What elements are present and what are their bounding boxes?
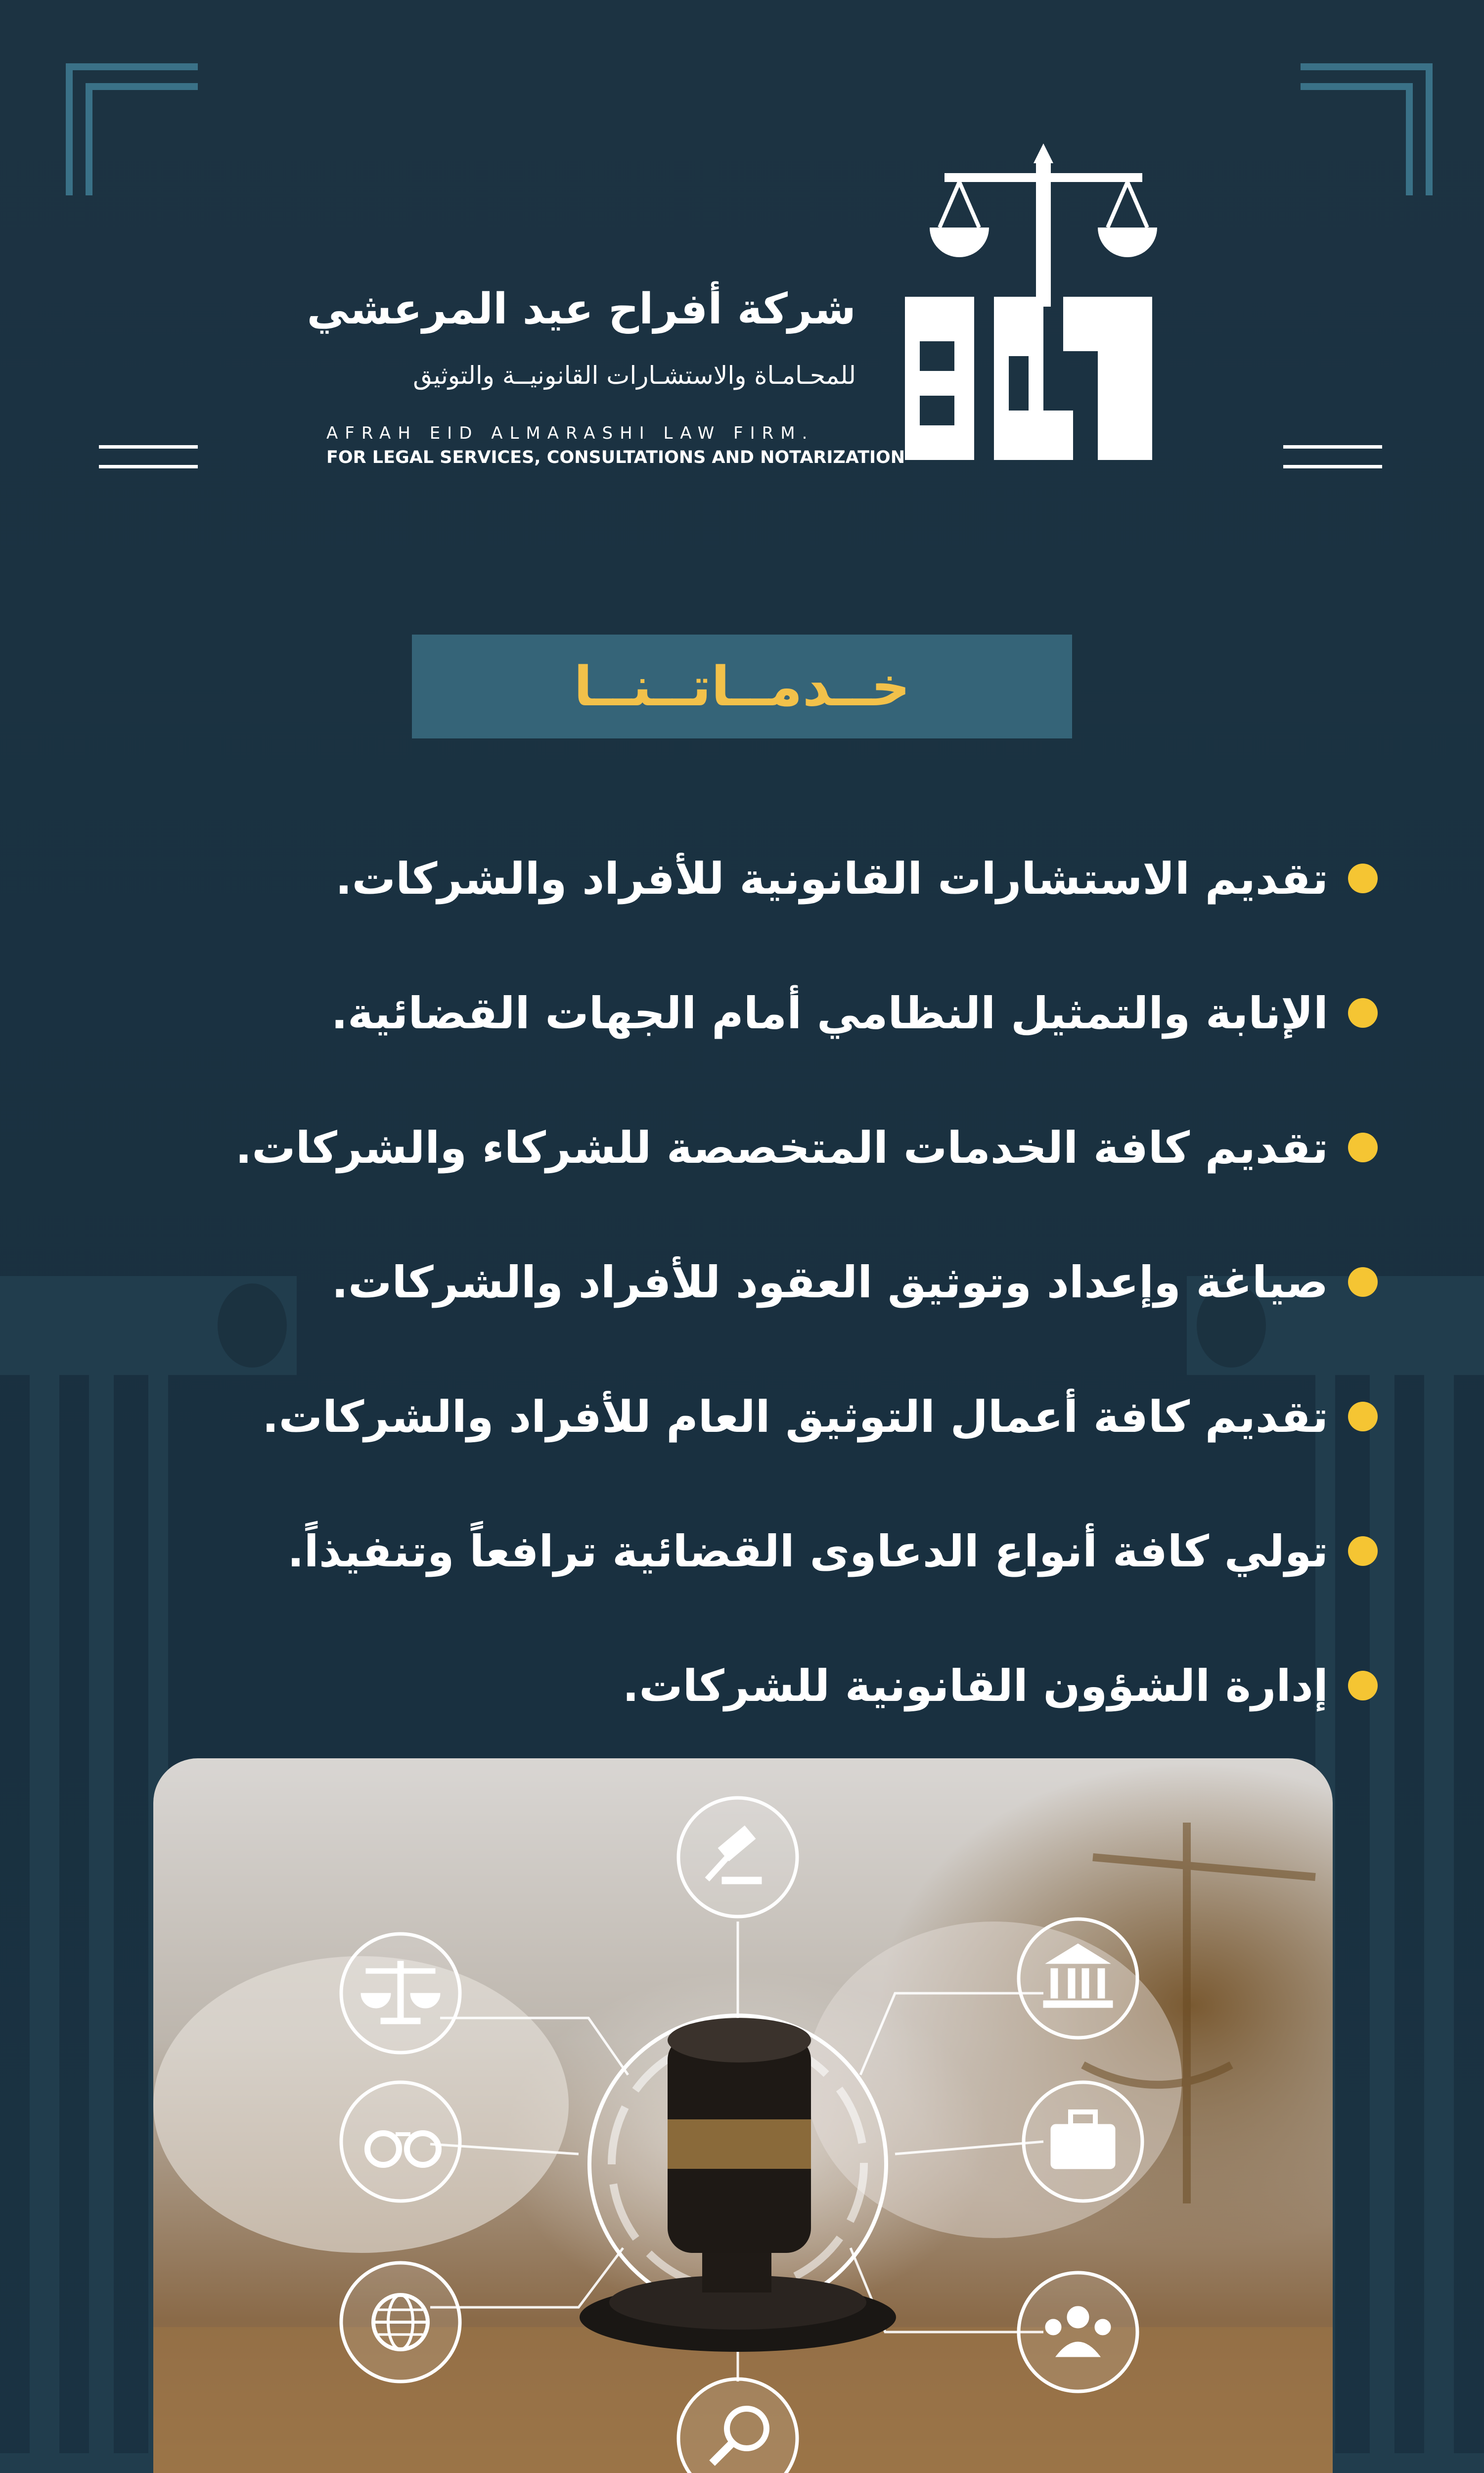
firm-name-arabic: شركة أفراح عيد المرعشي [307, 284, 856, 334]
legal-gavel-photo [153, 1758, 1333, 2473]
bullet-icon [1348, 1402, 1378, 1431]
list-item [67, 946, 1378, 1080]
bullet-icon [1348, 1267, 1378, 1297]
bullet-icon [1348, 864, 1378, 893]
bullet-icon [1348, 1133, 1378, 1162]
service-text: تقديم كافة أعمال التوثيق العام للأفراد والشركات. [262, 1391, 1328, 1442]
firm-subtitle-english: FOR LEGAL SERVICES, CONSULTATIONS AND NOTARIZATION [326, 448, 905, 467]
service-text: إدارة الشؤون القانونية للشركات. [622, 1660, 1328, 1711]
list-item [67, 1484, 1378, 1618]
firm-name-english: AFRAH EID ALMARASHI LAW FIRM. [326, 423, 814, 443]
service-text: تولي كافة أنواع الدعاوى القضائية ترافعاً وتنفيذاً. [287, 1525, 1328, 1577]
bullet-icon [1348, 1536, 1378, 1566]
firm-logo-icon [900, 143, 1157, 470]
list-item [67, 1618, 1378, 1753]
divider-lines-right [1283, 443, 1387, 472]
services-list [67, 811, 1378, 1753]
list-item [67, 1215, 1378, 1349]
corner-decoration-left [64, 62, 213, 200]
list-item [67, 811, 1378, 946]
bullet-icon [1348, 998, 1378, 1028]
services-title-box [412, 635, 1072, 738]
list-item [67, 1349, 1378, 1484]
corner-decoration-right [1286, 62, 1434, 200]
firm-subtitle-arabic: للمحـامـاة والاستشـارات القانونيــة والتوثيق [413, 361, 856, 390]
divider-lines-left [99, 443, 203, 472]
services-title: خــدمــاتــنــا [574, 655, 910, 718]
service-text: الإنابة والتمثيل النظامي أمام الجهات القضائية. [331, 987, 1328, 1039]
list-item [67, 1080, 1378, 1215]
service-text: تقديم كافة الخدمات المتخصصة للشركاء والشركات. [235, 1122, 1328, 1173]
service-text: صياغة وإعداد وتوثيق العقود للأفراد والشركات. [331, 1256, 1328, 1308]
service-text: تقديم الاستشارات القانونية للأفراد والشركات. [335, 853, 1328, 904]
bullet-icon [1348, 1671, 1378, 1700]
